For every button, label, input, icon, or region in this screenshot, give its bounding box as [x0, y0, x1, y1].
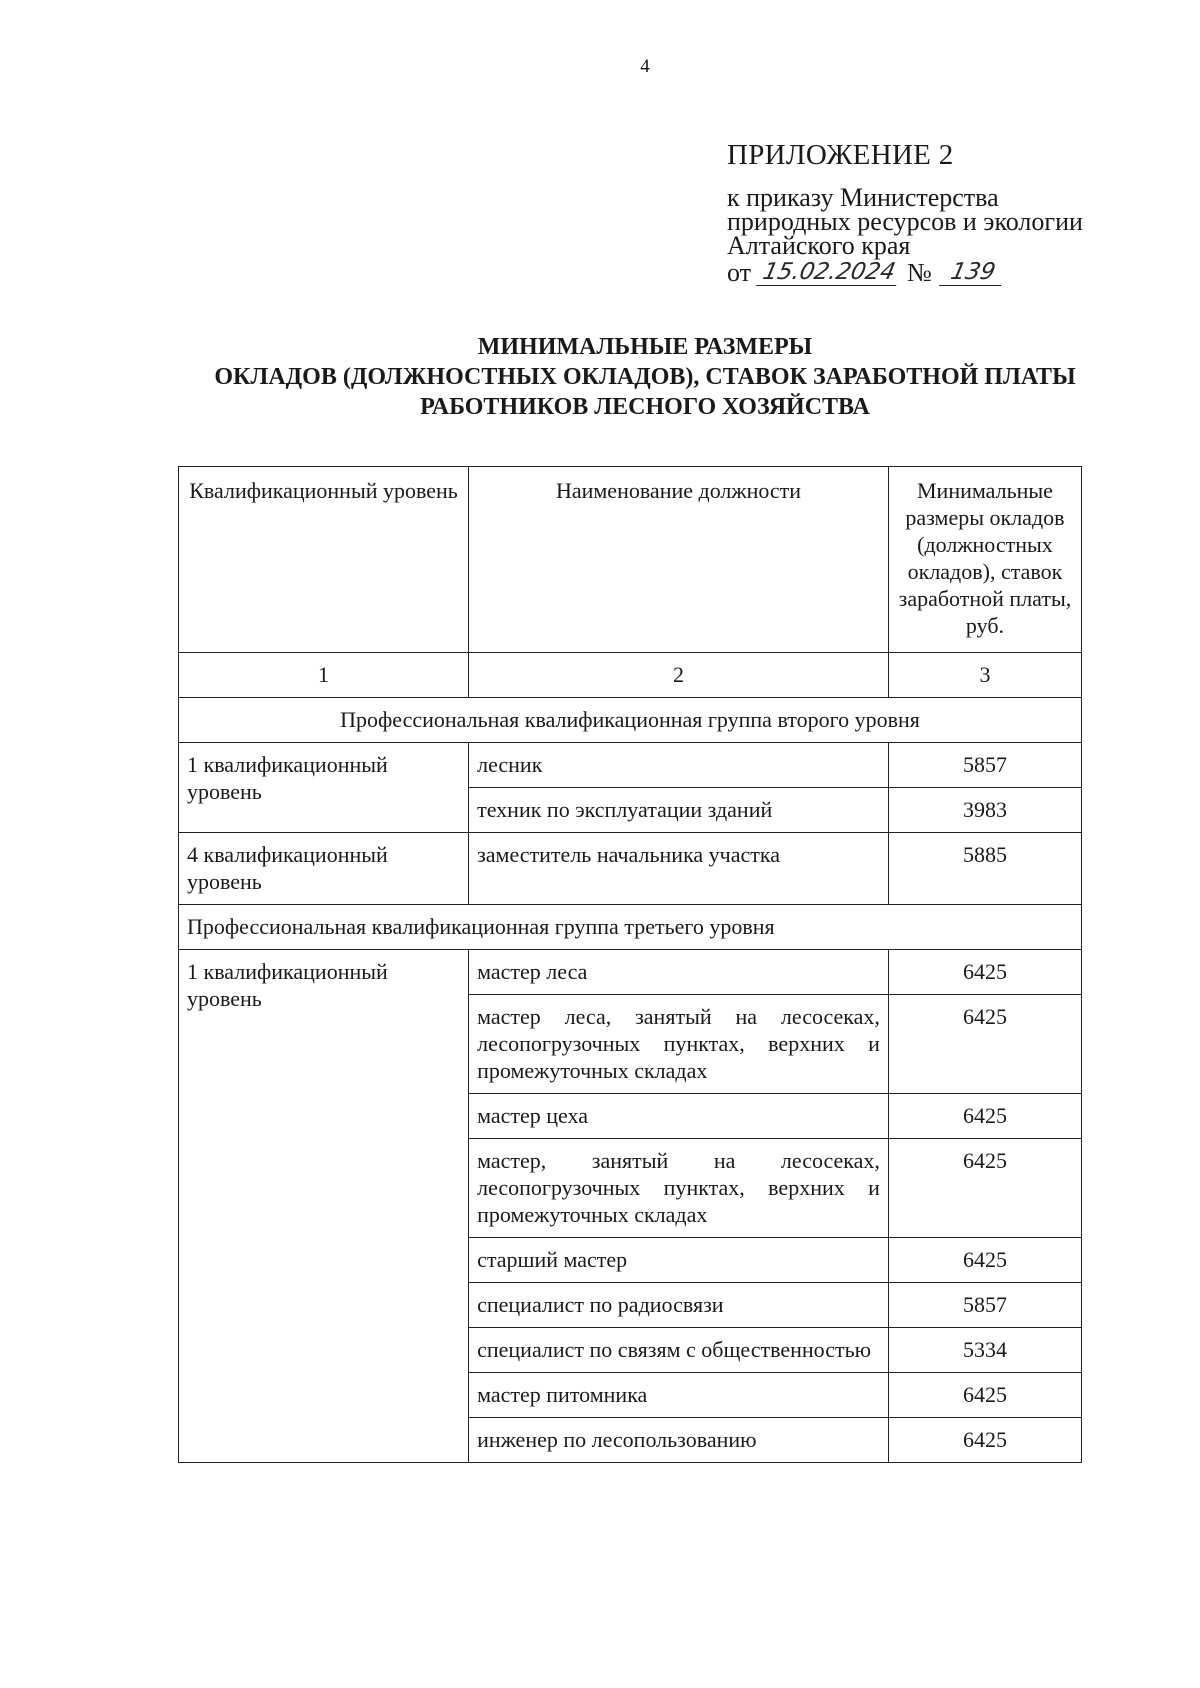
position-cell: мастер цеха [469, 1094, 889, 1139]
column-number-1: 1 [179, 653, 469, 698]
table-row [179, 950, 1082, 995]
level-cell: 4 квалификационный уровень [179, 833, 469, 905]
position-cell: мастер, занятый на лесосеках, лесопогрузочных пунктах, верхних и промежуточных складах [469, 1139, 889, 1238]
header-level: Квалификационный уровень [179, 467, 469, 653]
position-cell: мастер леса, занятый на лесосеках, лесопогрузочных пунктах, верхних и промежуточных складах [469, 995, 889, 1094]
table-header-row [179, 467, 1082, 653]
column-number-row [179, 653, 1082, 698]
document-title [0, 332, 1200, 422]
table-row [179, 833, 1082, 905]
wage-cell: 5885 [888, 833, 1081, 905]
wage-cell: 6425 [888, 1373, 1081, 1418]
position-cell: мастер питомника [469, 1373, 889, 1418]
level-cell: 1 квалификационный уровень [179, 743, 469, 833]
wage-table [178, 466, 1082, 1463]
wage-cell: 6425 [888, 1139, 1081, 1238]
column-number-2: 2 [469, 653, 889, 698]
wage-cell: 6425 [888, 1238, 1081, 1283]
wage-cell: 6425 [888, 995, 1081, 1094]
wage-cell: 5857 [888, 743, 1081, 788]
position-cell: специалист по радиосвязи [469, 1283, 889, 1328]
position-cell: лесник [469, 743, 889, 788]
column-number-3: 3 [888, 653, 1081, 698]
position-cell: заместитель начальника участка [469, 833, 889, 905]
wage-cell: 6425 [888, 1094, 1081, 1139]
handwritten-date: 15.02.2024 [756, 259, 902, 286]
date-prefix: от [727, 258, 752, 287]
number-prefix: № [907, 258, 932, 287]
wage-cell: 6425 [888, 1418, 1081, 1463]
position-cell: инженер по лесопользованию [469, 1418, 889, 1463]
order-date-number-line [727, 258, 1167, 288]
wage-cell: 5334 [888, 1328, 1081, 1373]
wage-cell: 5857 [888, 1283, 1081, 1328]
appendix-line-2: природных ресурсов и экологии [727, 207, 1083, 236]
table-row [179, 743, 1082, 788]
document-title-line-2: ОКЛАДОВ (ДОЛЖНОСТНЫХ ОКЛАДОВ), СТАВОК ЗАРАБОТНОЙ ПЛАТЫ [214, 364, 1076, 390]
appendix-line-3: Алтайского края [727, 231, 911, 260]
position-cell: специалист по связям с общественностью [469, 1328, 889, 1373]
header-position: Наименование должности [469, 467, 889, 653]
appendix-title: ПРИЛОЖЕНИЕ 2 [727, 139, 954, 171]
handwritten-order-number: 139 [939, 259, 1007, 286]
group-title-third-level: Профессиональная квалификационная группа третьего уровня [179, 905, 1082, 950]
document-title-line-3: РАБОТНИКОВ ЛЕСНОГО ХОЗЯЙСТВА [420, 394, 870, 420]
position-cell: мастер леса [469, 950, 889, 995]
appendix-line-1: к приказу Министерства [727, 183, 999, 212]
level-cell: 1 квалификационный уровень [179, 950, 469, 1463]
position-cell: старший мастер [469, 1238, 889, 1283]
page-number: 4 [640, 56, 650, 77]
header-wage: Минимальные размеры окладов (должностных окладов), ставок заработной платы, руб. [888, 467, 1081, 653]
appendix-block [727, 138, 1167, 288]
group-row [179, 698, 1082, 743]
position-cell: техник по эксплуатации зданий [469, 788, 889, 833]
group-row [179, 905, 1082, 950]
wage-cell: 6425 [888, 950, 1081, 995]
wage-cell: 3983 [888, 788, 1081, 833]
document-title-line-1: МИНИМАЛЬНЫЕ РАЗМЕРЫ [477, 334, 813, 360]
group-title-second-level: Профессиональная квалификационная группа второго уровня [179, 698, 1082, 743]
